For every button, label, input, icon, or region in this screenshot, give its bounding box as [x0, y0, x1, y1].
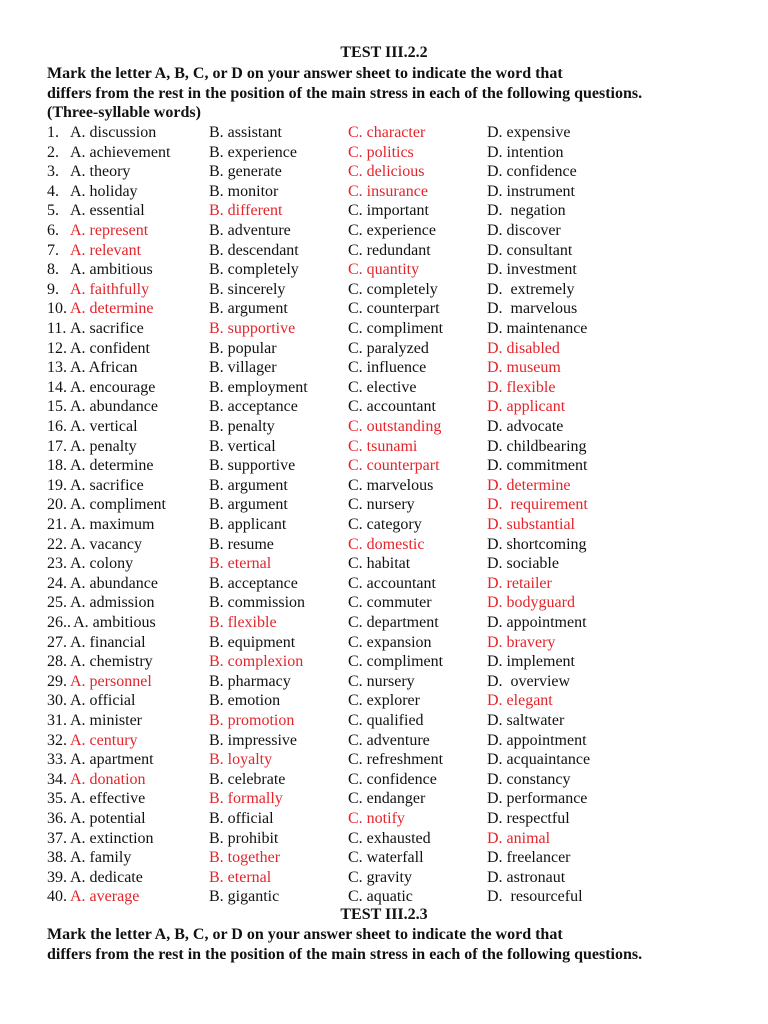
question-row — [0, 789, 768, 809]
option-b: B. assistant — [209, 124, 282, 141]
option-a: A. maximum — [70, 516, 155, 533]
option-d-answer: D. requirement — [487, 496, 588, 514]
question-number: 4. — [47, 182, 59, 200]
option-d-answer: D. substantial — [487, 516, 575, 533]
question-row — [0, 397, 768, 417]
option-c: C. experience — [348, 222, 436, 239]
option-d: D. overview — [487, 672, 571, 690]
option-b: B. popular — [209, 339, 277, 357]
option-a: A. extinction — [70, 829, 154, 847]
option-d-answer: D. animal — [487, 829, 551, 847]
question-row — [0, 280, 768, 300]
option-b: B. prohibit — [209, 829, 279, 847]
option-a: A. effective — [70, 790, 146, 808]
question-number: 25. — [47, 594, 67, 612]
option-c: C. gravity — [348, 868, 412, 886]
option-b: B. monitor — [209, 182, 279, 200]
question-row — [0, 887, 768, 907]
option-b: B. generate — [209, 163, 282, 181]
question-number: 21. — [47, 516, 67, 533]
option-d-answer: D. applicant — [487, 398, 566, 416]
option-c: C. counterpart — [348, 300, 440, 318]
option-c-answer: C. outstanding — [348, 418, 442, 435]
option-b-answer: B. loyalty — [209, 751, 273, 769]
question-row — [0, 437, 768, 457]
question-number: 40. — [47, 888, 67, 906]
question-number: 27. — [47, 633, 67, 651]
instruction-line-2-test2: differs from the rest in the position of the main stress in each of the following questions. — [47, 946, 643, 963]
option-a: A. vacancy — [70, 535, 142, 553]
question-number: 30. — [47, 692, 67, 710]
question-row — [0, 613, 768, 633]
option-c: C. category — [348, 516, 422, 533]
option-a-answer: A. donation — [70, 770, 146, 788]
option-b: B. resume — [209, 535, 274, 553]
option-a-answer: A. relevant — [70, 241, 142, 259]
option-d: D. acquaintance — [487, 751, 591, 769]
option-d: D. expensive — [487, 124, 571, 141]
question-row — [0, 182, 768, 202]
question-number: 13. — [47, 359, 67, 377]
option-a: A. African — [70, 359, 138, 377]
option-b: B. acceptance — [209, 398, 298, 416]
option-c: C. elective — [348, 378, 417, 396]
option-b-answer: B. supportive — [209, 320, 296, 337]
option-d: D. performance — [487, 790, 588, 808]
question-row — [0, 535, 768, 555]
option-a: A. achievement — [70, 143, 171, 161]
option-b: B. adventure — [209, 222, 291, 239]
option-b: B. vertical — [209, 437, 276, 455]
option-d: D. appointment — [487, 614, 587, 631]
question-row — [0, 319, 768, 339]
option-b-answer: B. formally — [209, 790, 283, 808]
question-number: 6. — [47, 222, 59, 239]
option-c: C. exhausted — [348, 829, 431, 847]
question-row — [0, 495, 768, 515]
section-subtitle: (Three-syllable words) — [47, 104, 201, 121]
question-number: 23. — [47, 555, 67, 573]
question-row — [0, 260, 768, 280]
option-b: B. completely — [209, 261, 299, 279]
option-a: A. holiday — [70, 182, 138, 200]
question-number: 19. — [47, 476, 67, 494]
option-c: C. completely — [348, 280, 438, 298]
question-number: 18. — [47, 457, 67, 475]
option-a: A. sacrifice — [70, 476, 144, 494]
question-row — [0, 593, 768, 613]
option-c: C. accountant — [348, 574, 436, 592]
option-b-answer: B. flexible — [209, 614, 277, 631]
option-c: C. commuter — [348, 594, 432, 612]
option-d: D. investment — [487, 261, 577, 279]
option-d-answer: D. retailer — [487, 574, 552, 592]
option-a: A. official — [70, 692, 136, 710]
option-d: D. freelancer — [487, 849, 571, 867]
option-b: B. acceptance — [209, 574, 298, 592]
option-c: C. redundant — [348, 241, 431, 259]
option-c-answer: C. character — [348, 124, 426, 141]
option-b: B. equipment — [209, 633, 296, 651]
option-c-answer: C. politics — [348, 143, 414, 161]
option-a: A. dedicate — [70, 868, 143, 886]
option-a: A. admission — [70, 594, 155, 612]
option-b-answer: B. different — [209, 202, 283, 220]
option-b: B. applicant — [209, 516, 287, 533]
question-row — [0, 711, 768, 731]
option-d: D. discover — [487, 222, 561, 239]
option-a: A. abundance — [70, 574, 158, 592]
question-number: 20. — [47, 496, 67, 514]
question-number: 2. — [47, 143, 59, 161]
option-a: A. family — [70, 849, 132, 867]
option-d: D. resourceful — [487, 888, 583, 906]
question-number: 3. — [47, 163, 59, 181]
option-a-answer: A. personnel — [70, 672, 152, 690]
option-a: A. minister — [70, 712, 142, 729]
question-row — [0, 554, 768, 574]
question-row — [0, 299, 768, 319]
option-d-answer: D. determine — [487, 476, 571, 494]
option-d: D. marvelous — [487, 300, 578, 318]
option-d: D. negation — [487, 202, 566, 220]
option-a-answer: A. represent — [70, 222, 149, 239]
option-b: B. employment — [209, 378, 308, 396]
question-row — [0, 241, 768, 261]
question-number: 29. — [47, 672, 67, 690]
option-d: D. advocate — [487, 418, 564, 435]
question-row — [0, 358, 768, 378]
question-row — [0, 848, 768, 868]
option-c: C. habitat — [348, 555, 411, 573]
option-c-answer: C. tsunami — [348, 437, 418, 455]
option-d: D. saltwater — [487, 712, 565, 729]
option-b: B. gigantic — [209, 888, 280, 906]
question-number: 7. — [47, 241, 59, 259]
option-d-answer: D. flexible — [487, 378, 556, 396]
option-a: A. discussion — [70, 124, 157, 141]
question-number: 24. — [47, 574, 67, 592]
option-a: A. ambitious — [70, 614, 156, 631]
option-b-answer: B. eternal — [209, 555, 272, 573]
question-number: 1. — [47, 124, 59, 141]
question-row — [0, 574, 768, 594]
option-d: D. astronaut — [487, 868, 566, 886]
option-c-answer: C. delicious — [348, 163, 425, 181]
question-row — [0, 750, 768, 770]
option-c: C. department — [348, 614, 439, 631]
question-row — [0, 339, 768, 359]
question-number: 14. — [47, 378, 67, 396]
option-c-answer: C. quantity — [348, 261, 420, 279]
option-b-answer: B. together — [209, 849, 281, 867]
question-number: 10. — [47, 300, 67, 318]
test-title: TEST III.2.2 — [340, 44, 428, 61]
option-b: B. argument — [209, 496, 288, 514]
question-row — [0, 162, 768, 182]
question-number: 5. — [47, 202, 59, 220]
option-d-answer: D. museum — [487, 359, 561, 377]
option-a: A. compliment — [70, 496, 166, 514]
option-d-answer: D. bodyguard — [487, 594, 575, 612]
question-number: 28. — [47, 653, 67, 671]
question-row — [0, 691, 768, 711]
option-b: B. impressive — [209, 731, 297, 749]
option-b: B. commission — [209, 594, 306, 612]
option-b-answer: B. complexion — [209, 653, 304, 671]
option-d: D. intention — [487, 143, 564, 161]
option-d: D. respectful — [487, 810, 570, 827]
option-c: C. compliment — [348, 653, 444, 671]
question-number: 22. — [47, 535, 67, 553]
question-row — [0, 378, 768, 398]
question-row — [0, 123, 768, 143]
question-number: 37. — [47, 829, 67, 847]
option-a-answer: A. faithfully — [70, 280, 150, 298]
option-c: C. endanger — [348, 790, 426, 808]
option-d: D. implement — [487, 653, 575, 671]
option-d: D. childbearing — [487, 437, 587, 455]
option-a-answer: A. century — [70, 731, 138, 749]
option-c-answer: C. notify — [348, 810, 405, 827]
option-c: C. expansion — [348, 633, 432, 651]
option-c: C. marvelous — [348, 476, 434, 494]
option-b: B. argument — [209, 476, 288, 494]
question-row — [0, 652, 768, 672]
option-d: D. commitment — [487, 457, 588, 475]
option-a: A. sacrifice — [70, 320, 144, 337]
option-d-answer: D. disabled — [487, 339, 560, 357]
instruction-line-1: Mark the letter A, B, C, or D on your answer sheet to indicate the word that — [47, 65, 563, 82]
question-number: 32. — [47, 731, 67, 749]
option-a: A. financial — [70, 633, 146, 651]
option-d: D. extremely — [487, 280, 575, 298]
option-c: C. nursery — [348, 496, 415, 514]
question-row — [0, 515, 768, 535]
option-d: D. shortcoming — [487, 535, 587, 553]
question-row — [0, 829, 768, 849]
option-c: C. compliment — [348, 320, 444, 337]
option-c: C. paralyzed — [348, 339, 429, 357]
option-a-answer: A. average — [70, 888, 140, 906]
option-a: A. potential — [70, 810, 146, 827]
question-number: 26.. — [47, 614, 71, 631]
option-b: B. penalty — [209, 418, 275, 435]
option-c: C. aquatic — [348, 888, 413, 906]
option-a: A. theory — [70, 163, 131, 181]
question-row — [0, 809, 768, 829]
option-c-answer: C. insurance — [348, 182, 428, 200]
option-c: C. confidence — [348, 770, 437, 788]
option-c-answer: C. counterpart — [348, 457, 440, 475]
option-d: D. maintenance — [487, 320, 588, 337]
question-row — [0, 201, 768, 221]
question-number: 16. — [47, 418, 67, 435]
instruction-line-1-test2: Mark the letter A, B, C, or D on your answer sheet to indicate the word that — [47, 926, 563, 943]
question-row — [0, 672, 768, 692]
option-a: A. colony — [70, 555, 134, 573]
option-b: B. experience — [209, 143, 297, 161]
question-number: 8. — [47, 261, 59, 279]
question-number: 34. — [47, 770, 67, 788]
option-d: D. instrument — [487, 182, 575, 200]
instruction-line-2: differs from the rest in the position of the main stress in each of the following questions. — [47, 85, 643, 102]
question-number: 39. — [47, 868, 67, 886]
question-number: 12. — [47, 339, 67, 357]
question-row — [0, 143, 768, 163]
option-a: A. determine — [70, 457, 154, 475]
option-a: A. vertical — [70, 418, 138, 435]
option-b: B. celebrate — [209, 770, 286, 788]
question-row — [0, 770, 768, 790]
option-d-answer: D. elegant — [487, 692, 553, 710]
option-d: D. confidence — [487, 163, 577, 181]
test-title-2: TEST III.2.3 — [340, 906, 428, 923]
question-row — [0, 456, 768, 476]
option-b: B. emotion — [209, 692, 281, 710]
option-a: A. confident — [70, 339, 150, 357]
option-c-answer: C. domestic — [348, 535, 425, 553]
option-a: A. apartment — [70, 751, 154, 769]
option-a: A. abundance — [70, 398, 158, 416]
option-d-answer: D. bravery — [487, 633, 556, 651]
question-row — [0, 868, 768, 888]
option-b: B. sincerely — [209, 280, 286, 298]
option-c: C. adventure — [348, 731, 430, 749]
option-d: D. constancy — [487, 770, 571, 788]
option-c: C. qualified — [348, 712, 424, 729]
question-number: 35. — [47, 790, 67, 808]
option-c: C. refreshment — [348, 751, 444, 769]
question-row — [0, 476, 768, 496]
option-b: B. pharmacy — [209, 672, 291, 690]
option-a: A. encourage — [70, 378, 156, 396]
question-number: 31. — [47, 712, 67, 729]
option-c: C. waterfall — [348, 849, 424, 867]
option-d: D. consultant — [487, 241, 573, 259]
option-c: C. influence — [348, 359, 427, 377]
option-b: B. official — [209, 810, 274, 827]
question-row — [0, 417, 768, 437]
question-number: 33. — [47, 751, 67, 769]
option-b: B. villager — [209, 359, 277, 377]
option-c: C. explorer — [348, 692, 420, 710]
option-b-answer: B. promotion — [209, 712, 295, 729]
option-a: A. penalty — [70, 437, 137, 455]
question-number: 38. — [47, 849, 67, 867]
option-a: A. ambitious — [70, 261, 153, 279]
question-number: 9. — [47, 280, 59, 298]
option-a: A. essential — [70, 202, 145, 220]
option-b: B. argument — [209, 300, 288, 318]
option-c: C. nursery — [348, 672, 415, 690]
option-d: D. appointment — [487, 731, 587, 749]
question-row — [0, 731, 768, 751]
question-number: 17. — [47, 437, 67, 455]
question-number: 11. — [47, 320, 67, 337]
option-a-answer: A. determine — [70, 300, 154, 318]
option-b-answer: B. eternal — [209, 868, 272, 886]
option-d: D. sociable — [487, 555, 559, 573]
option-c: C. accountant — [348, 398, 436, 416]
option-b: B. descendant — [209, 241, 299, 259]
question-row — [0, 633, 768, 653]
question-number: 36. — [47, 810, 67, 827]
option-c: C. important — [348, 202, 429, 220]
option-b: B. supportive — [209, 457, 296, 475]
option-a: A. chemistry — [70, 653, 153, 671]
question-number: 15. — [47, 398, 67, 416]
question-row — [0, 221, 768, 241]
